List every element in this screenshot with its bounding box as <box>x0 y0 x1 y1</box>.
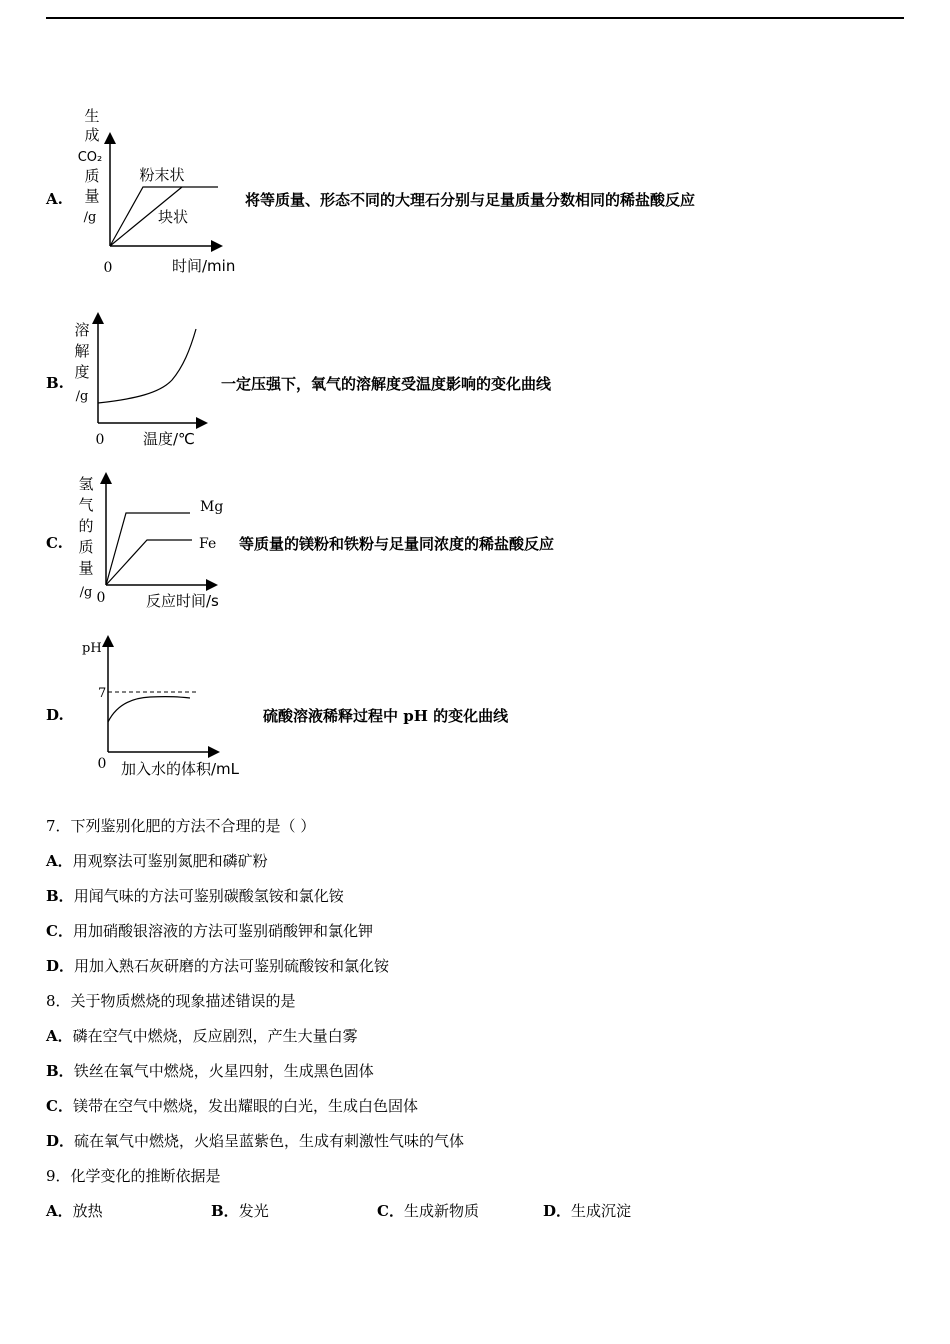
q8-choice-c <box>46 1096 418 1116</box>
graph-d-curve <box>108 697 190 722</box>
choice-label: D． <box>543 1202 572 1220</box>
graph-b-ylabel-4: /g <box>75 389 89 404</box>
choice-text: 用加硝酸银溶液的方法可鉴别硝酸钾和氯化钾 <box>72 922 373 940</box>
graph-c-ylabel-2: 气 <box>78 496 94 514</box>
choice-text: 生成沉淀 <box>571 1202 632 1220</box>
graph-a <box>78 107 236 276</box>
graph-d-origin: 0 <box>97 756 107 772</box>
q8-choice-a <box>46 1026 358 1046</box>
choice-label: A． <box>46 852 73 870</box>
graph-c-ylabel-3: 的 <box>78 517 94 535</box>
q9-choice-b <box>211 1201 269 1221</box>
choice-label: B． <box>46 1062 74 1080</box>
choice-text: 用观察法可鉴别氮肥和磷矿粉 <box>72 852 268 870</box>
graph-c-series-mg: Mg <box>200 499 224 515</box>
q9-stem: 9．化学变化的推断依据是 <box>46 1167 221 1185</box>
q7-stem: 7．下列鉴别化肥的方法不合理的是（ ） <box>46 817 316 835</box>
option-d-description: 硫酸溶液稀释过程中 pH 的变化曲线 <box>263 707 509 725</box>
choice-text: 铁丝在氧气中燃烧，火星四射，生成黑色固体 <box>73 1062 374 1080</box>
graph-b-origin: 0 <box>95 432 105 448</box>
choice-label: D． <box>46 957 75 975</box>
choice-text: 生成新物质 <box>403 1202 479 1220</box>
graph-b-ylabel-2: 解 <box>74 342 90 360</box>
q8-choice-b <box>46 1061 374 1081</box>
graph-a-origin: 0 <box>103 260 113 276</box>
graph-c-ylabel-4: 质 <box>78 538 94 556</box>
graph-a-xlabel: 时间/min <box>172 257 236 275</box>
graph-a-ylabel-4: 质 <box>84 167 100 185</box>
graph-c-ylabel-5: 量 <box>78 559 94 577</box>
choice-text: 磷在空气中燃烧，反应剧烈，产生大量白雾 <box>72 1027 358 1045</box>
graph-b <box>74 315 205 448</box>
q7-choice-b <box>46 886 344 906</box>
graph-a-ylabel-6: /g <box>83 210 97 225</box>
graph-c-xlabel: 反应时间/s <box>146 592 219 610</box>
choice-label: A． <box>46 1027 73 1045</box>
graph-c-curve-mg <box>106 513 190 585</box>
graph-d-ref-label: 7 <box>98 686 107 701</box>
graph-c-origin: 0 <box>96 590 106 606</box>
graph-d-xlabel: 加入水的体积/mL <box>121 760 240 778</box>
choice-label: B． <box>211 1202 239 1220</box>
option-b-label: B. <box>46 374 64 392</box>
q8-stem: 8．关于物质燃烧的现象描述错误的是 <box>46 992 296 1010</box>
q9-choice-a <box>46 1201 103 1221</box>
option-c-label: C. <box>46 534 63 552</box>
graph-b-ylabel-1: 溶 <box>74 321 90 339</box>
choice-text: 用闻气味的方法可鉴别碳酸氢铵和氯化铵 <box>73 887 344 905</box>
choice-label: D． <box>46 1132 75 1150</box>
graph-c-curve-fe <box>106 540 192 585</box>
graph-c <box>78 475 223 610</box>
graph-a-ylabel-5: 量 <box>84 187 100 205</box>
graph-a-series-powder: 粉末状 <box>139 166 185 184</box>
choice-text: 镁带在空气中燃烧，发出耀眼的白光，生成白色固体 <box>72 1097 418 1115</box>
graph-c-series-fe: Fe <box>199 536 217 552</box>
graph-a-ylabel-2: 成 <box>84 126 100 144</box>
choice-text: 发光 <box>238 1202 269 1220</box>
graph-c-ylabel-1: 氢 <box>78 475 94 493</box>
graph-a-ylabel-3: CO₂ <box>77 150 103 165</box>
option-d-label: D. <box>46 706 64 724</box>
q7-choice-d <box>46 956 389 976</box>
graph-b-xlabel: 温度/℃ <box>143 430 195 448</box>
q9-choice-d <box>543 1201 631 1221</box>
graph-b-curve <box>98 329 196 403</box>
q8-choice-d <box>46 1131 464 1151</box>
choice-text: 放热 <box>72 1202 103 1220</box>
q9-choice-c <box>377 1201 479 1221</box>
choice-label: C． <box>46 922 73 940</box>
q7-choice-c <box>46 921 373 941</box>
q7-choice-a <box>46 851 268 871</box>
graph-a-series-block: 块状 <box>157 208 189 226</box>
option-a-label: A. <box>46 190 63 208</box>
graph-c-ylabel-6: /g <box>79 585 93 600</box>
choice-text: 硫在氧气中燃烧，火焰呈蓝紫色，生成有刺激性气味的气体 <box>74 1132 465 1150</box>
graph-a-ylabel-1: 生 <box>84 107 100 125</box>
choice-label: C． <box>46 1097 73 1115</box>
option-c-description: 等质量的镁粉和铁粉与足量同浓度的稀盐酸反应 <box>239 535 555 553</box>
choice-label: B． <box>46 887 74 905</box>
choice-text: 用加入熟石灰研磨的方法可鉴别硫酸铵和氯化铵 <box>74 957 390 975</box>
choice-label: C． <box>377 1202 404 1220</box>
graph-d <box>82 638 240 778</box>
option-b-description: 一定压强下，氧气的溶解度受温度影响的变化曲线 <box>221 375 552 393</box>
graph-b-ylabel-3: 度 <box>74 363 90 381</box>
choice-label: A． <box>46 1202 73 1220</box>
option-a-description: 将等质量、形态不同的大理石分别与足量质量分数相同的稀盐酸反应 <box>245 191 696 209</box>
graph-d-ylabel: pH <box>82 641 102 656</box>
